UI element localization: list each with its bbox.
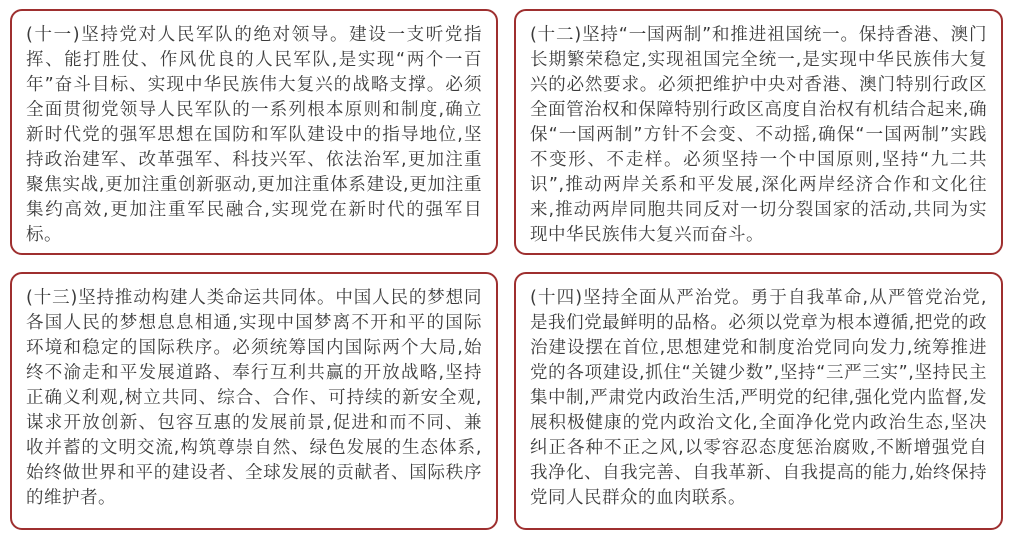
section-box-12 <box>514 9 1003 255</box>
section-14-text: (十四)坚持全面从严治党。勇于自我革命,从严管党治党,是我们党最鲜明的品格。必须以党章为根本遵循,把党的政治建设摆在首位,思想建党和制度治党同向发力,统筹推进党的各项建设,抓住“关键少数”,坚持“三严三实”,坚持民主集中制,严肃党内政治生活,严明党的纪律,强化党内监督,发展积极健康的党内政治文化,全面净化党内政治生态,坚决纠正各种不正之风,以零容忍态度惩治腐败,不断增强党自我净化、自我完善、自我革新、自我提高的能力,始终保持党同人民群众的血肉联系。 <box>530 288 987 508</box>
section-11-text: (十一)坚持党对人民军队的绝对领导。建设一支听党指挥、能打胜仗、作风优良的人民军队,是实现“两个一百年”奋斗目标、实现中华民族伟大复兴的战略支撑。必须全面贯彻党领导人民军队的一系列根本原则和制度,确立新时代党的强军思想在国防和军队建设中的指导地位,坚持政治建军、改革强军、科技兴军、依法治军,更加注重聚焦实战,更加注重创新驱动,更加注重体系建设,更加注重集约高效,更加注重军民融合,实现党在新时代的强军目标。 <box>26 25 482 245</box>
section-box-14 <box>514 272 1003 530</box>
section-box-13 <box>10 272 498 530</box>
section-box-11 <box>10 9 498 255</box>
section-12-text: (十二)坚持“一国两制”和推进祖国统一。保持香港、澳门长期繁荣稳定,实现祖国完全统一,是实现中华民族伟大复兴的必然要求。必须把维护中央对香港、澳门特别行政区全面管治权和保障特别行政区高度自治权有机结合起来,确保“一国两制”方针不会变、不动摇,确保“一国两制”实践不变形、不走样。必须坚持一个中国原则,坚持“九二共识”,推动两岸关系和平发展,深化两岸经济合作和文化往来,推动两岸同胞共同反对一切分裂国家的活动,共同为实现中华民族伟大复兴而奋斗。 <box>530 25 987 245</box>
section-13-text: (十三)坚持推动构建人类命运共同体。中国人民的梦想同各国人民的梦想息息相通,实现中国梦离不开和平的国际环境和稳定的国际秩序。必须统筹国内国际两个大局,始终不渝走和平发展道路、奉行互利共赢的开放战略,坚持正确义利观,树立共同、综合、合作、可持续的新安全观,谋求开放创新、包容互惠的发展前景,促进和而不同、兼收并蓄的文明交流,构筑尊崇自然、绿色发展的生态体系,始终做世界和平的建设者、全球发展的贡献者、国际秩序的维护者。 <box>26 288 482 508</box>
